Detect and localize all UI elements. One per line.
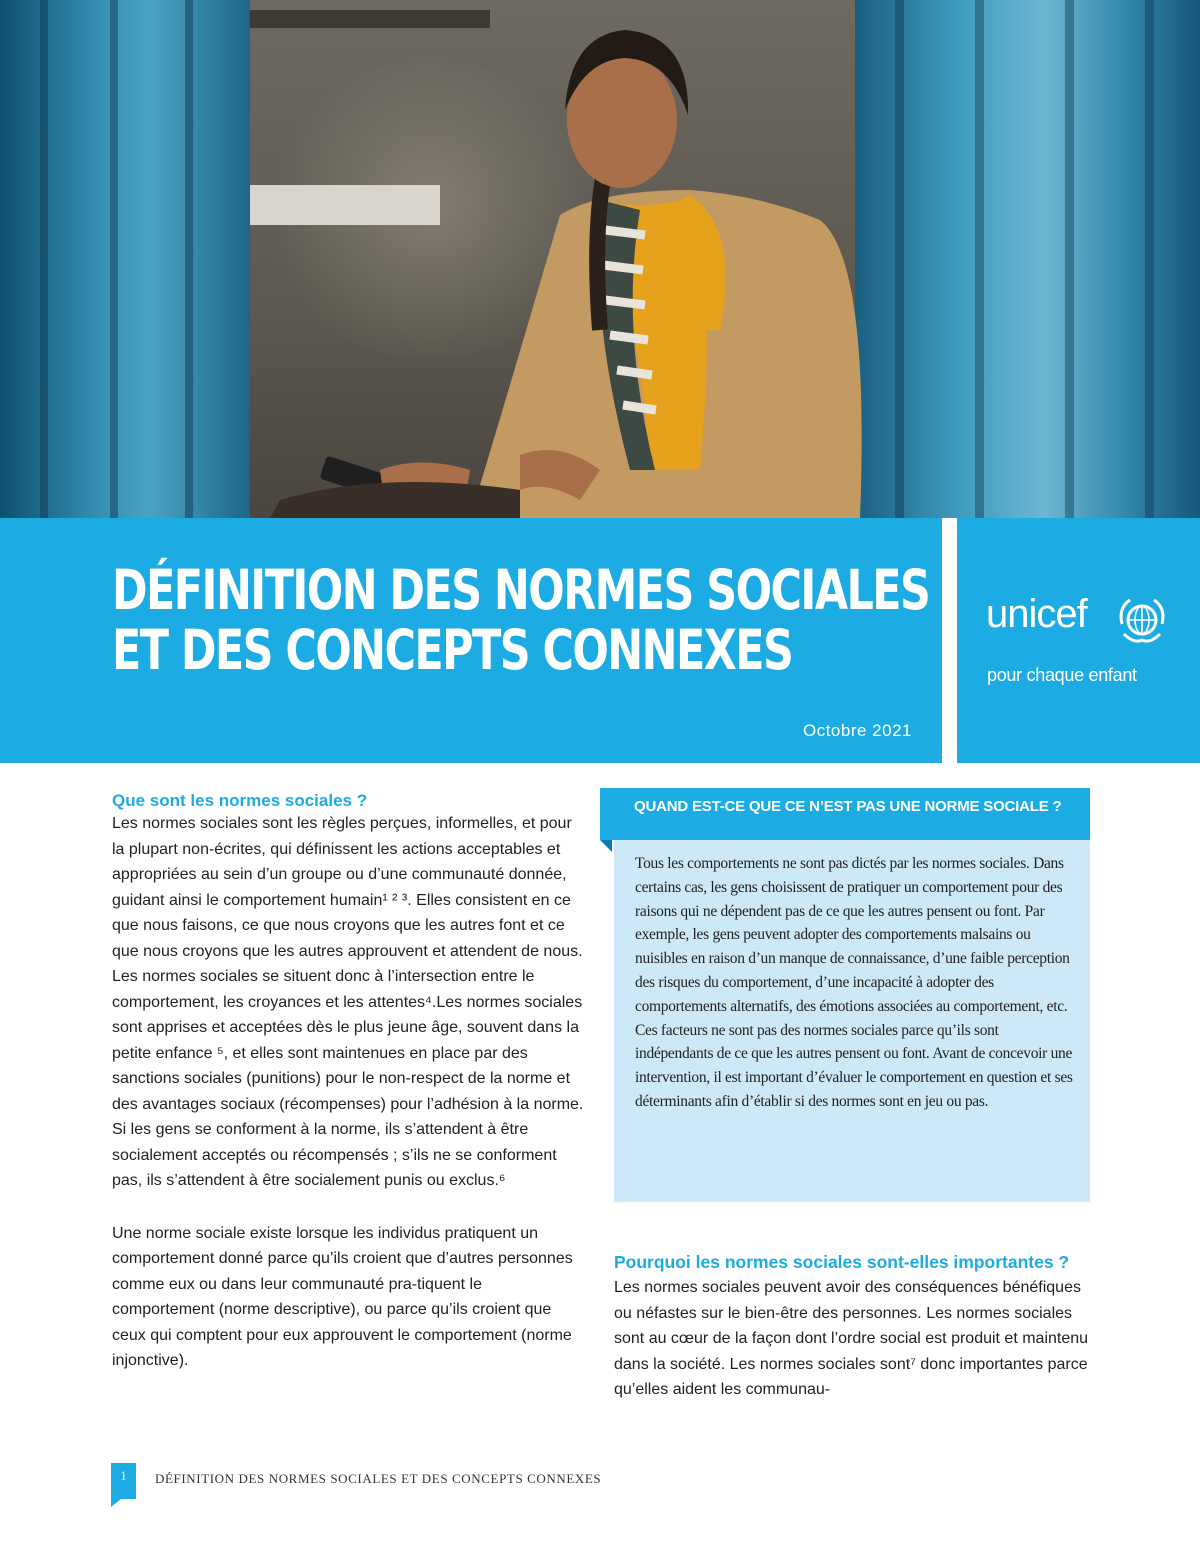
section-heading: Que sont les normes sociales ?: [112, 791, 368, 810]
document-title: DÉFINITION DES NORMES SOCIALES ET DES CONCEPTS CONNEXES: [112, 558, 930, 682]
tagline: pour chaque enfant: [987, 665, 1137, 685]
body-paragraph: Les normes sociales peuvent avoir des conséquences bénéfiques ou néfastes sur le bien-être des personnes. Les normes sociales sont au cœur de la façon dont l’ordre social est produit et maintenu dans la société. Les normes sociales sont⁷ donc importantes parce qu’elles aident les communau-: [614, 1279, 1089, 1398]
right-column: [614, 1250, 1092, 1403]
running-title: DÉFINITION DES NORMES SOCIALES ET DES CONCEPTS CONNEXES: [155, 1471, 602, 1486]
unicef-logo: unicef: [986, 592, 1087, 636]
left-column: [112, 791, 584, 1374]
body-paragraph: Les normes sociales sont les règles perçues, informelles, et pour la plupart non-écrites, qui définissent les actions acceptables et appropriées au sein d’un groupe ou d’une communauté donnée, guidant ainsi le comportement humain¹ ² ³. Elles consistent en ce que nous faisons, ce que nous croyons que les autres font et ce que nous croyons que les autres approuvent et attendent de nous. Les normes sociales se situent donc à l’intersection entre le comportement, les croyances et les attentes⁴.Les normes sociales sont apprises et acceptées dès le plus jeune âge, souvent dans la petite enfance ⁵, et elles sont maintenues en place par des sanctions sociales (punitions) pour le non-respect de la norme et des avantages sociaux (récompenses) pour l’adhésion à la norme. Si les gens se conforment à la norme, ils s’attendent à être socialement acceptés ou récompensés ; s’ils ne se conforment pas, ils s’attendent à être socialement punis ou exclus.⁶: [112, 815, 584, 1189]
cover-photo: [0, 0, 1200, 518]
page-number: 1: [120, 1468, 127, 1483]
section-heading: Pourquoi les normes sociales sont-elles importantes ?: [614, 1252, 1070, 1272]
unicef-emblem-icon: [1116, 594, 1168, 646]
callout-heading: QUAND EST-CE QUE CE N’EST PAS UNE NORME SOCIALE ?: [634, 798, 1062, 815]
callout-fold: [600, 840, 612, 852]
callout-header: [600, 788, 1090, 840]
person-photo: [0, 0, 1200, 518]
callout-box: [614, 840, 1090, 1202]
body-paragraph: Une norme sociale existe lorsque les individus pratiquent un comportement donné parce qu’ils croient que d’autres personnes comme eux ou dans leur communauté pra-tiquent le comportement (norme descriptive), ou parce qu’ils croient que ceux qui comptent pour eux approuvent le comportement (norme injonctive).: [112, 1224, 573, 1369]
callout-text: Tous les comportements ne sont pas dictés par les normes sociales. Dans certains cas, les gens choisissent de pratiquer un comportement pour des raisons qui ne dépendent pas de ce que les autres pensent ou font. Par exemple, les gens peuvent adopter des comportements malsains ou nuisibles en raison d’un manque de connaissance, d’une faible perception des risques du comportement, d’une incapacité à adopter des comportements alternatifs, des émotions associées au comportement, etc. Ces facteurs ne sont pas des normes sociales parce qu’ils sont indépendants de ce que les autres pensent ou font. Avant de concevoir une intervention, il est important d’évaluer le comportement en question et ses déterminants afin d’établir si des normes sont en jeu ou pas.: [635, 855, 1073, 1110]
publication-date: Octobre 2021: [802, 721, 912, 740]
